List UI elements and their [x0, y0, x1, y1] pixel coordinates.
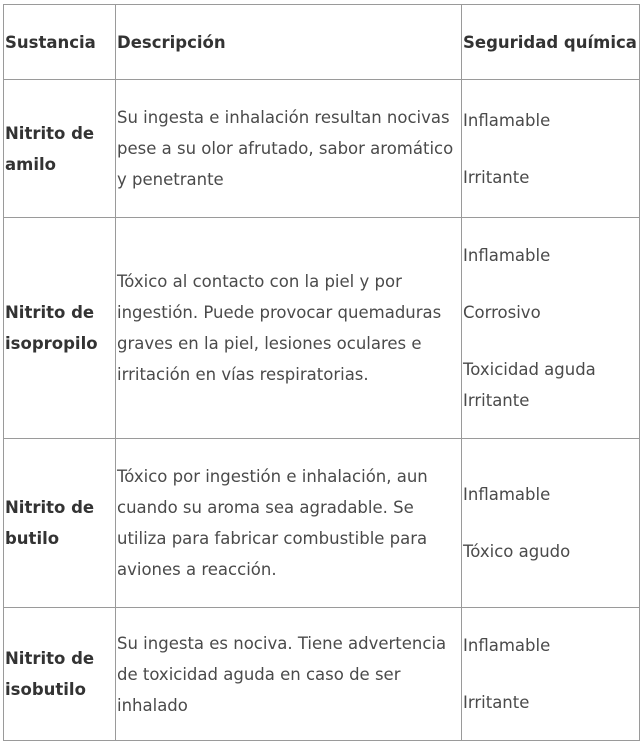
hazard-label: Inflamable: [463, 246, 551, 265]
substance-name: Nitrito de butilo: [4, 439, 116, 608]
header-description: Descripción: [116, 5, 462, 80]
table-header-row: [4, 5, 640, 80]
hazard-label: Corrosivo: [463, 303, 541, 322]
table-row: [4, 80, 640, 218]
substance-description: Tóxico por ingestión e inhalación, aun cuando su aroma sea agradable. Se utiliza para fabricar combustible para aviones a reacción.: [116, 439, 462, 608]
safety-cell: [462, 608, 640, 741]
substance-description: Su ingesta es nociva. Tiene advertencia de toxicidad aguda en caso de ser inhalado: [116, 608, 462, 741]
substances-table: [3, 4, 640, 741]
table-row: [4, 218, 640, 439]
hazard-label: Inflamable: [463, 485, 551, 504]
substance-name: Nitrito de isobutilo: [4, 608, 116, 741]
safety-cell: [462, 80, 640, 218]
header-chemical-safety: Seguridad química: [462, 5, 640, 80]
hazard-label: Irritante: [463, 693, 530, 712]
header-substance: Sustancia: [4, 5, 116, 80]
substance-description: Su ingesta e inhalación resultan nocivas pese a su olor afrutado, sabor aromático y penetrante: [116, 80, 462, 218]
substance-name: Nitrito de amilo: [4, 80, 116, 218]
hazard-label: Irritante: [463, 391, 530, 410]
substance-name: Nitrito de isopropilo: [4, 218, 116, 439]
hazard-label: Inflamable: [463, 110, 551, 130]
hazard-label: Toxicidad aguda: [463, 360, 596, 379]
table-row: [4, 608, 640, 741]
table-row: [4, 439, 640, 608]
substance-description: Tóxico al contacto con la piel y por ingestión. Puede provocar quemaduras graves en la piel, lesiones oculares e irritación en vías respiratorias.: [116, 218, 462, 439]
hazard-label: Tóxico agudo: [463, 542, 571, 561]
safety-cell: [462, 439, 640, 608]
safety-cell: [462, 218, 640, 439]
hazard-label: Irritante: [463, 167, 530, 187]
hazard-label: Inflamable: [463, 636, 551, 655]
